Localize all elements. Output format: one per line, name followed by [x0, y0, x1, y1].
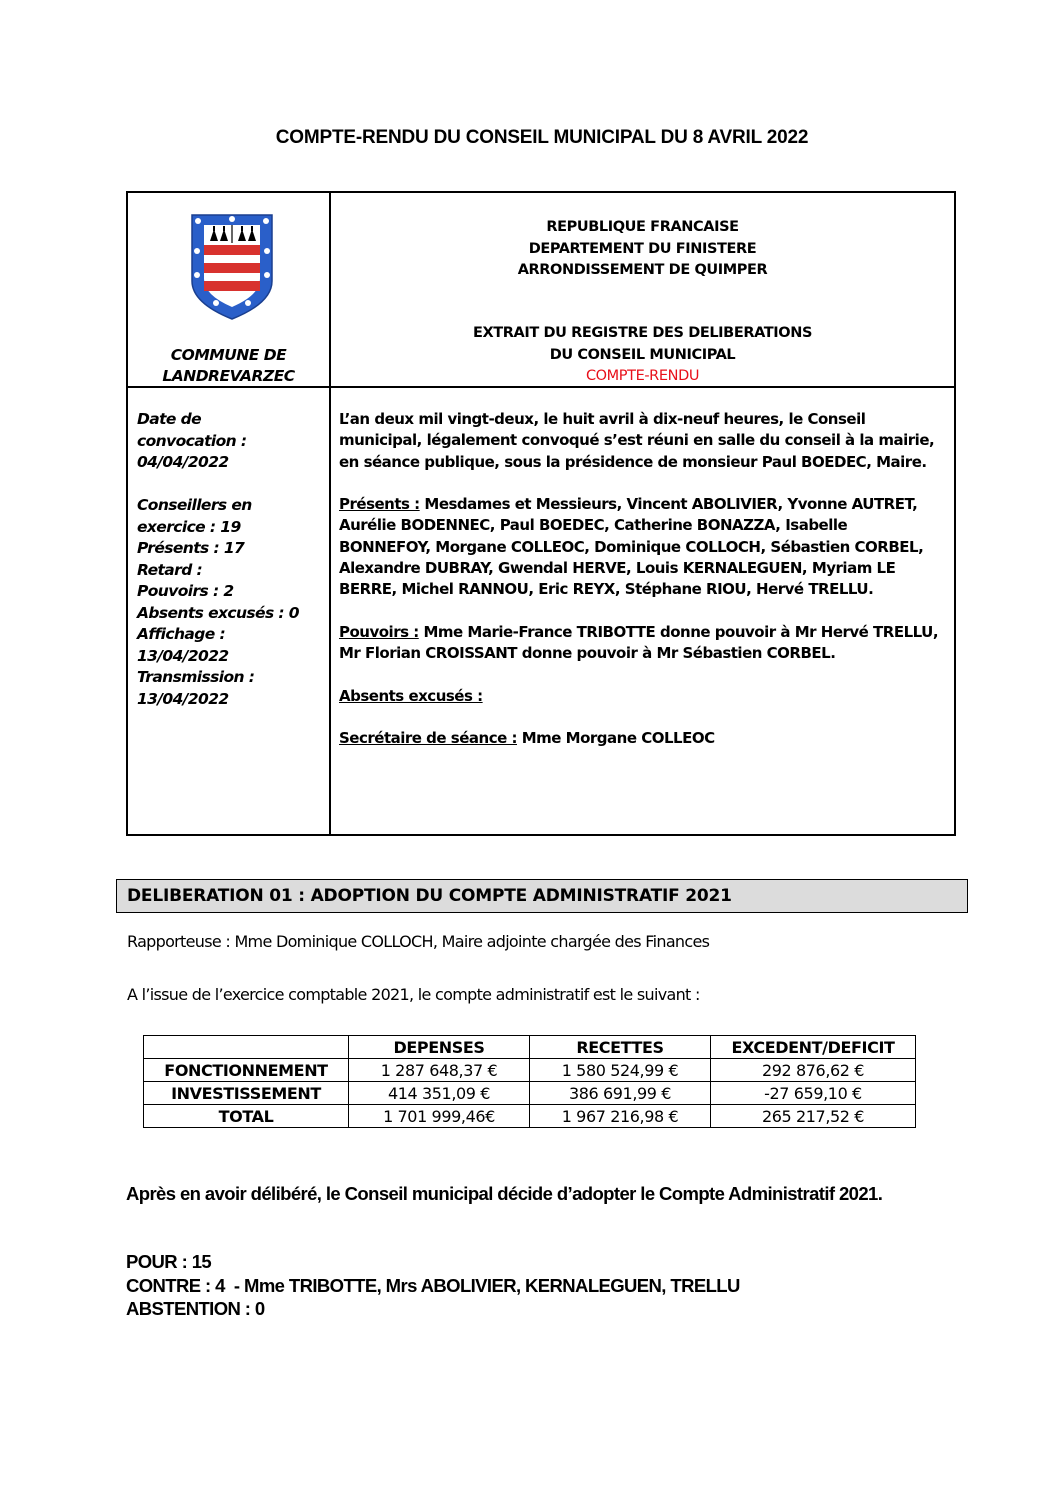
info-line: Retard :: [137, 560, 203, 579]
info-line: Affichage :: [137, 625, 226, 643]
coat-of-arms-icon: [188, 211, 276, 323]
header-table: [126, 191, 956, 836]
presents-label: Présents :: [339, 495, 420, 514]
secretaire-text: Mme Morgane COLLEOC: [517, 729, 715, 748]
commune-line-1: COMMUNE DE: [170, 346, 287, 364]
table-intro: A l’issue de l’exercice comptable 2021, le compte administratif est le suivant :: [127, 985, 700, 1004]
compte-rendu-label: COMPTE-RENDU: [585, 368, 700, 384]
cell-depenses: 1 287 648,37 €: [349, 1059, 530, 1082]
info-line: Présents : 17: [137, 539, 245, 557]
commune-line-2: LANDREVARZEC: [162, 367, 295, 385]
financial-table: [143, 1035, 916, 1128]
session-info: [137, 409, 327, 710]
vote-results: [126, 1250, 740, 1321]
decision-text: Après en avoir délibéré, le Conseil municipal décide d’adopter le Compte Administratif 2021.: [126, 1183, 883, 1204]
info-line: exercice : 19: [137, 517, 241, 536]
table-row: [144, 1082, 916, 1105]
absents-label: Absents excusés :: [339, 686, 483, 705]
info-line: Absents excusés : 0: [137, 603, 299, 622]
cell-recettes: 1 967 216,98 €: [530, 1105, 711, 1128]
presents-text: Mesdames et Messieurs, Vincent ABOLIVIER, Yvonne AUTRET, Aurélie BODENNEC, Paul BOEDEC, Catherine BONAZZA, Isabelle BONNEFOY, Morgane COLLEOC, Dominique COLLOCH, Sébastien CORBEL, Alexandre DUBRAY, Gwendal HERVE, Louis KERNALEGUEN, Myriam LE BERRE, Michel RANNOU, Eric REYX, Stéphane RIOU, Hervé TRELLU.: [339, 495, 924, 599]
cell-recettes: 386 691,99 €: [530, 1082, 711, 1105]
absents-paragraph: [339, 686, 939, 707]
department-line: DEPARTEMENT DU FINISTERE: [528, 240, 757, 257]
header-cell-empty: [144, 1036, 349, 1059]
minutes-intro: L’an deux mil vingt-deux, le huit avril à dix-neuf heures, le Conseil municipal, légalement convoqué s’est réuni en salle du conseil à la mairie, en séance publique, sous la présidence de monsieur Paul BOEDEC, Maire.: [339, 410, 935, 471]
row-label: FONCTIONNEMENT: [144, 1059, 349, 1082]
cell-depenses: 1 701 999,46€: [349, 1105, 530, 1128]
info-line: Date de: [137, 410, 202, 428]
extract-block: [331, 323, 954, 388]
info-line: Transmission :: [137, 668, 255, 686]
vote-contre: CONTRE : 4 - Mme TRIBOTTE, Mrs ABOLIVIER, KERNALEGUEN, TRELLU: [126, 1274, 740, 1296]
info-line: convocation :: [137, 431, 247, 450]
pouvoirs-label: Pouvoirs :: [339, 622, 419, 641]
table-row: [144, 1059, 916, 1082]
extract-line-2: DU CONSEIL MUNICIPAL: [549, 346, 736, 363]
header-cell-excedent: EXCEDENT/DEFICIT: [711, 1036, 916, 1059]
cell-recettes: 1 580 524,99 €: [530, 1059, 711, 1082]
info-line: 13/04/2022: [137, 646, 229, 665]
header-cell-recettes: RECETTES: [530, 1036, 711, 1059]
info-spacer: [137, 474, 327, 496]
cell-excedent: -27 659,10 €: [711, 1082, 916, 1105]
deliberation-title: DELIBERATION 01 : ADOPTION DU COMPTE ADMINISTRATIF 2021: [127, 886, 732, 906]
row-label: INVESTISSEMENT: [144, 1082, 349, 1105]
cell-excedent: 292 876,62 €: [711, 1059, 916, 1082]
vote-pour: POUR : 15: [126, 1251, 212, 1272]
table-row: [144, 1105, 916, 1128]
header-vertical-divider: [329, 193, 331, 834]
commune-name: [128, 345, 329, 387]
secretaire-paragraph: [339, 728, 939, 749]
info-line: Conseillers en: [137, 496, 252, 514]
pouvoirs-paragraph: [339, 622, 939, 665]
cell-excedent: 265 217,52 €: [711, 1105, 916, 1128]
arrondissement-line: ARRONDISSEMENT DE QUIMPER: [517, 262, 768, 278]
rapporteuse-line: Rapporteuse : Mme Dominique COLLOCH, Maire adjointe chargée des Finances: [127, 932, 710, 951]
info-line: Pouvoirs : 2: [137, 582, 234, 600]
cell-depenses: 414 351,09 €: [349, 1082, 530, 1105]
document-title: COMPTE-RENDU DU CONSEIL MUNICIPAL DU 8 AVRIL 2022: [275, 127, 809, 148]
row-label: TOTAL: [144, 1105, 349, 1128]
deliberation-header: [116, 879, 968, 913]
header-cell-depenses: DEPENSES: [349, 1036, 530, 1059]
info-line: 13/04/2022: [137, 689, 229, 708]
minutes-text: [339, 409, 939, 771]
republic-line: REPUBLIQUE FRANCAISE: [546, 219, 739, 235]
republic-block: [331, 217, 954, 282]
info-line: 04/04/2022: [137, 453, 229, 471]
table-header-row: [144, 1036, 916, 1059]
secretaire-label: Secrétaire de séance :: [339, 729, 517, 748]
pouvoirs-text: Mme Marie-France TRIBOTTE donne pouvoir à Mr Hervé TRELLU, Mr Florian CROISSANT donne pouvoir à Mr Sébastien CORBEL.: [339, 622, 939, 663]
vote-abstention: ABSTENTION : 0: [126, 1298, 265, 1319]
presents-paragraph: [339, 494, 939, 600]
extract-line-1: EXTRAIT DU REGISTRE DES DELIBERATIONS: [473, 325, 812, 341]
